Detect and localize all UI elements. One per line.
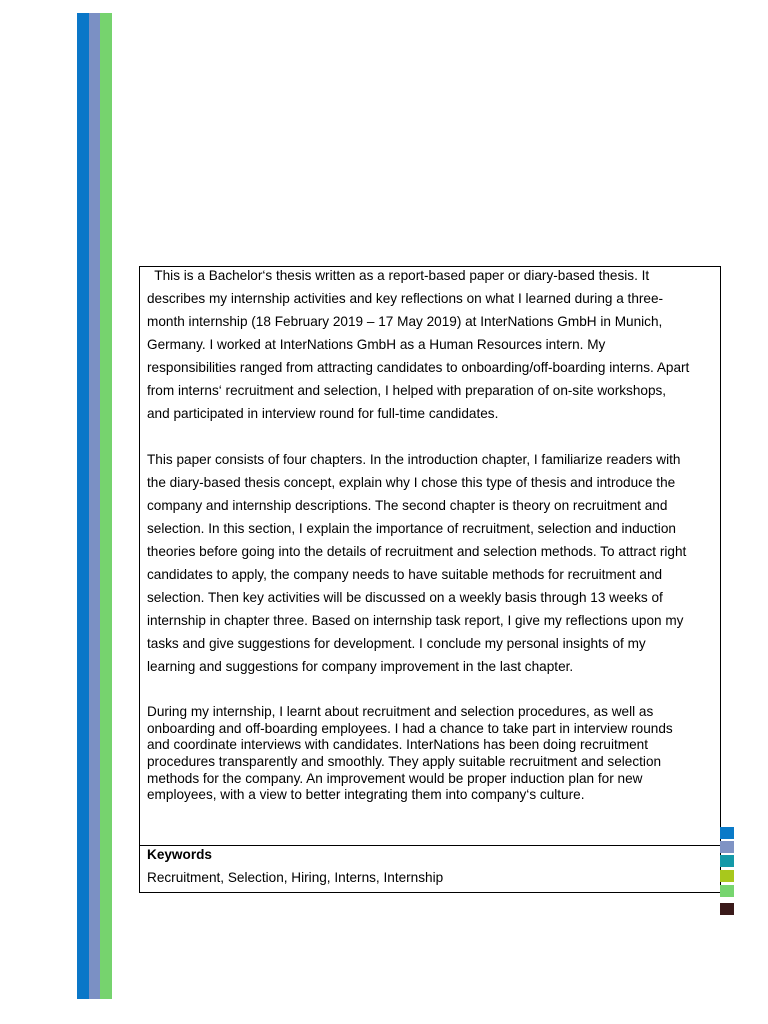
text-line: During my internship, I learnt about recruitment and selection procedures, as well as: [147, 704, 654, 719]
text-line: from interns‘ recruitment and selection, I helped with preparation of on-site workshops,: [147, 383, 667, 398]
text-line: selection. In this section, I explain the importance of recruitment, selection and induction: [147, 521, 676, 536]
abstract-paragraph-2: [147, 451, 686, 681]
keywords-section: [140, 845, 720, 885]
color-square: [720, 855, 734, 867]
text-line: Germany. I worked at InterNations GmbH as a Human Resources intern. My: [147, 337, 606, 352]
text-line: company and internship descriptions. The second chapter is theory on recruitment and: [147, 498, 668, 513]
abstract-paragraph-3: [147, 704, 673, 804]
color-square: [720, 870, 734, 882]
text-line: learning and suggestions for company improvement in the last chapter.: [147, 659, 574, 674]
text-line: This is a Bachelor‘s thesis written as a report-based paper or diary-based thesis. It: [147, 268, 650, 283]
text-line: describes my internship activities and key reflections on what I learned during a three-: [147, 291, 664, 306]
text-line: responsibilities ranged from attracting candidates to onboarding/off-boarding interns. Apart: [147, 360, 690, 375]
abstract-box: [139, 266, 721, 893]
text-line: onboarding and off-boarding employees. I had a chance to take part in interview rounds: [147, 720, 673, 736]
text-line: employees, with a view to better integrating them into company‘s culture.: [147, 787, 585, 803]
decorative-stripe-periwinkle: [89, 13, 101, 999]
color-square: [720, 841, 734, 853]
color-square: [720, 885, 734, 897]
keywords-text: Recruitment, Selection, Hiring, Interns, Internship: [147, 870, 444, 885]
text-line: This paper consists of four chapters. In the introduction chapter, I familiarize readers with: [147, 452, 681, 467]
text-line: methods for the company. An improvement would be proper induction plan for new: [147, 770, 643, 786]
abstract-paragraph-1: [147, 267, 689, 428]
keywords-heading: Keywords: [147, 847, 212, 862]
text-line: theories before going into the details of recruitment and selection methods. To attract right: [147, 544, 687, 559]
text-line: and participated in interview round for full-time candidates.: [147, 406, 499, 421]
text-line: candidates to apply, the company needs to have suitable methods for recruitment and: [147, 567, 663, 582]
text-line: month internship (18 February 2019 – 17 May 2019) at InterNations GmbH in Munich,: [147, 314, 663, 329]
text-line: procedures transparently and smoothly. They apply suitable recruitment and selection: [147, 754, 662, 770]
text-line: the diary-based thesis concept, explain why I chose this type of thesis and introduce the: [147, 475, 676, 490]
color-square: [720, 903, 734, 915]
decorative-stripe-blue: [77, 13, 89, 999]
text-line: selection. Then key activities will be discussed on a weekly basis through 13 weeks of: [147, 590, 663, 605]
text-line: tasks and give suggestions for development. I conclude my personal insights of my: [147, 636, 646, 651]
color-square: [720, 827, 734, 839]
decorative-stripe-green: [100, 13, 112, 999]
text-line: internship in chapter three. Based on internship task report, I give my reflections upon my: [147, 613, 684, 628]
text-line: and coordinate interviews with candidates. InterNations has been doing recruitment: [147, 737, 648, 753]
